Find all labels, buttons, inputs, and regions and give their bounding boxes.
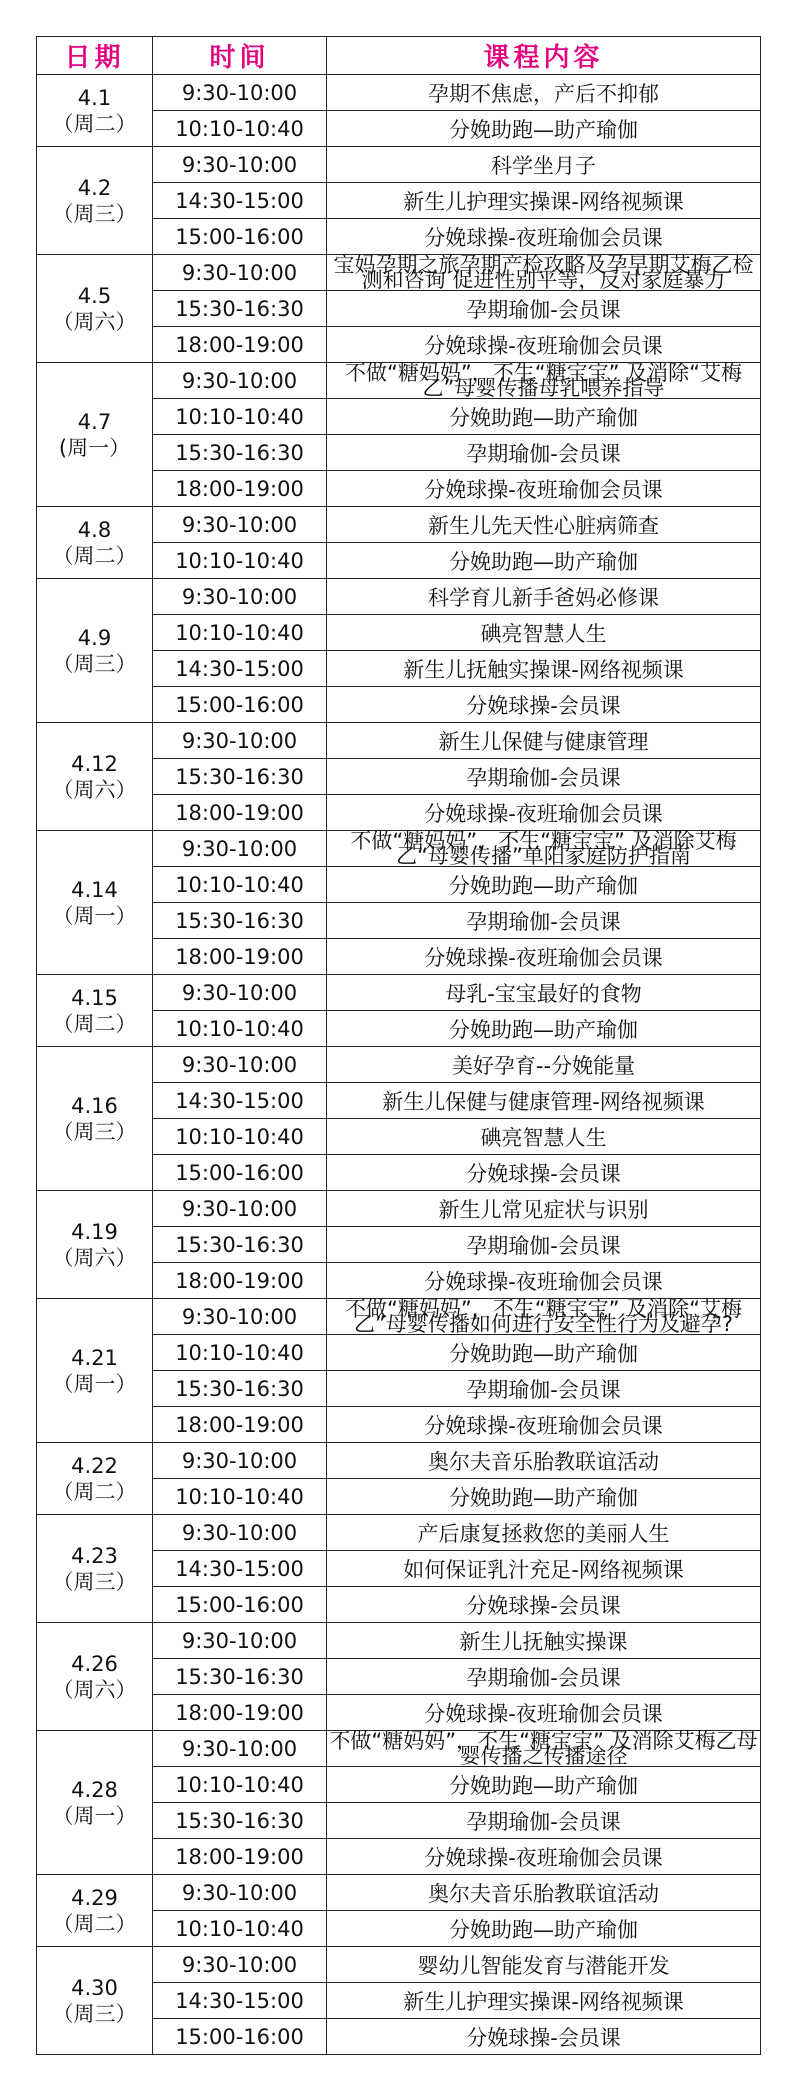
time-cell: 15:30-16:30 [153, 1659, 327, 1695]
course-cell: 不做“糖妈妈”，不生“糖宝宝” 及消除艾梅乙母婴传播之传播途径 [327, 1731, 761, 1767]
time-cell: 10:10-10:40 [153, 1911, 327, 1947]
time-cell: 15:00-16:00 [153, 1587, 327, 1623]
course-cell: 孕期瑜伽-会员课 [327, 1659, 761, 1695]
time-cell: 9:30-10:00 [153, 1191, 327, 1227]
table-row [37, 975, 761, 1011]
time-cell: 9:30-10:00 [153, 255, 327, 291]
course-cell: 分娩球操-夜班瑜伽会员课 [327, 795, 761, 831]
time-cell: 9:30-10:00 [153, 1443, 327, 1479]
course-cell: 不做“糖妈妈”，不生“糖宝宝” 及消除“艾梅乙”母婴传播母乳喂养指导 [327, 363, 761, 399]
time-cell: 10:10-10:40 [153, 1767, 327, 1803]
course-cell: 新生儿护理实操课-网络视频课 [327, 183, 761, 219]
course-cell: 分娩助跑—助产瑜伽 [327, 1479, 761, 1515]
time-cell: 18:00-19:00 [153, 471, 327, 507]
course-cell: 分娩助跑—助产瑜伽 [327, 399, 761, 435]
time-cell: 15:00-16:00 [153, 687, 327, 723]
course-cell: 新生儿常见症状与识别 [327, 1191, 761, 1227]
time-cell: 9:30-10:00 [153, 1623, 327, 1659]
time-cell: 14:30-15:00 [153, 651, 327, 687]
course-cell: 母乳-宝宝最好的食物 [327, 975, 761, 1011]
time-cell: 10:10-10:40 [153, 1335, 327, 1371]
time-cell: 10:10-10:40 [153, 111, 327, 147]
course-cell: 如何保证乳汁充足-网络视频课 [327, 1551, 761, 1587]
table-row [37, 255, 761, 291]
header-date: 日期 [37, 37, 153, 75]
time-cell: 10:10-10:40 [153, 615, 327, 651]
course-cell: 新生儿抚触实操课-网络视频课 [327, 651, 761, 687]
time-cell: 15:30-16:30 [153, 291, 327, 327]
date-cell [37, 1623, 153, 1731]
time-cell: 18:00-19:00 [153, 1839, 327, 1875]
time-cell: 9:30-10:00 [153, 1731, 327, 1767]
date-label: 4.5 [77, 283, 112, 308]
time-cell: 14:30-15:00 [153, 1551, 327, 1587]
course-cell: 科学坐月子 [327, 147, 761, 183]
table-row [37, 507, 761, 543]
course-cell: 不做“糖妈妈”，不生“糖宝宝” 及消除艾梅乙“母婴传播”单阳家庭防护指南 [327, 831, 761, 867]
date-cell [37, 507, 153, 579]
course-cell: 碘亮智慧人生 [327, 1119, 761, 1155]
date-label: 4.2 [77, 175, 112, 200]
course-cell: 不做“糖妈妈”，不生“糖宝宝” 及消除“艾梅乙”母婴传播如何进行安全性行为及避孕? [327, 1299, 761, 1335]
table-row [37, 1947, 761, 1983]
date-label: 4.23 [71, 1543, 118, 1568]
time-cell: 10:10-10:40 [153, 867, 327, 903]
weekday-label: （周一） [52, 1803, 137, 1828]
weekday-label: （周二） [52, 111, 137, 136]
time-cell: 10:10-10:40 [153, 1479, 327, 1515]
course-cell: 孕期不焦虑，产后不抑郁 [327, 75, 761, 111]
time-cell: 10:10-10:40 [153, 1011, 327, 1047]
course-cell: 分娩球操-夜班瑜伽会员课 [327, 939, 761, 975]
course-cell: 孕期瑜伽-会员课 [327, 759, 761, 795]
time-cell: 18:00-19:00 [153, 939, 327, 975]
date-label: 4.22 [71, 1453, 118, 1478]
date-cell [37, 1947, 153, 2055]
date-cell [37, 1875, 153, 1947]
course-cell: 孕期瑜伽-会员课 [327, 1227, 761, 1263]
weekday-label: （周六） [52, 777, 137, 802]
time-cell: 18:00-19:00 [153, 327, 327, 363]
time-cell: 9:30-10:00 [153, 975, 327, 1011]
time-cell: 15:00-16:00 [153, 219, 327, 255]
date-cell [37, 1047, 153, 1191]
time-cell: 15:30-16:30 [153, 1371, 327, 1407]
time-cell: 9:30-10:00 [153, 1047, 327, 1083]
time-cell: 9:30-10:00 [153, 75, 327, 111]
date-label: 4.19 [71, 1219, 118, 1244]
header-row [37, 37, 761, 75]
table-row [37, 1299, 761, 1335]
weekday-label: （周二） [52, 1011, 137, 1036]
date-cell [37, 1191, 153, 1299]
course-cell: 新生儿保健与健康管理 [327, 723, 761, 759]
course-cell: 分娩球操-夜班瑜伽会员课 [327, 1839, 761, 1875]
time-cell: 10:10-10:40 [153, 1119, 327, 1155]
course-cell: 奥尔夫音乐胎教联谊活动 [327, 1875, 761, 1911]
weekday-label: （周一） [52, 903, 137, 928]
course-cell: 新生儿保健与健康管理-网络视频课 [327, 1083, 761, 1119]
table-row [37, 831, 761, 867]
course-cell: 婴幼儿智能发育与潜能开发 [327, 1947, 761, 1983]
date-label: 4.9 [77, 625, 112, 650]
course-cell: 孕期瑜伽-会员课 [327, 1371, 761, 1407]
date-label: 4.30 [71, 1975, 118, 2000]
course-cell: 分娩助跑—助产瑜伽 [327, 1767, 761, 1803]
course-cell: 新生儿先天性心脏病筛查 [327, 507, 761, 543]
course-cell: 科学育儿新手爸妈必修课 [327, 579, 761, 615]
weekday-label: （周二） [52, 1911, 137, 1936]
time-cell: 14:30-15:00 [153, 1083, 327, 1119]
date-label: 4.1 [77, 85, 112, 110]
table-row [37, 1515, 761, 1551]
course-cell: 分娩球操-会员课 [327, 1587, 761, 1623]
table-row [37, 1875, 761, 1911]
course-cell: 分娩助跑—助产瑜伽 [327, 1335, 761, 1371]
course-cell: 新生儿抚触实操课 [327, 1623, 761, 1659]
date-cell [37, 1515, 153, 1623]
course-cell: 分娩球操-会员课 [327, 1155, 761, 1191]
weekday-label: （周三） [52, 201, 137, 226]
time-cell: 18:00-19:00 [153, 795, 327, 831]
time-cell: 9:30-10:00 [153, 1299, 327, 1335]
course-cell: 分娩球操-夜班瑜伽会员课 [327, 219, 761, 255]
table-row [37, 363, 761, 399]
time-cell: 9:30-10:00 [153, 363, 327, 399]
date-cell [37, 363, 153, 507]
weekday-label: （周二） [52, 1479, 137, 1504]
time-cell: 9:30-10:00 [153, 723, 327, 759]
course-cell: 孕期瑜伽-会员课 [327, 903, 761, 939]
date-cell [37, 1443, 153, 1515]
course-cell: 碘亮智慧人生 [327, 615, 761, 651]
weekday-label: （周六） [52, 1245, 137, 1270]
course-cell: 新生儿护理实操课-网络视频课 [327, 1983, 761, 2019]
weekday-label: （周二） [52, 543, 137, 568]
weekday-label: （周六） [52, 1677, 137, 1702]
weekday-label: （周三） [52, 2001, 137, 2026]
course-cell: 分娩球操-会员课 [327, 687, 761, 723]
time-cell: 15:30-16:30 [153, 1227, 327, 1263]
course-cell: 分娩助跑—助产瑜伽 [327, 1011, 761, 1047]
course-cell: 孕期瑜伽-会员课 [327, 435, 761, 471]
weekday-label: （周三） [52, 1119, 137, 1144]
date-cell [37, 723, 153, 831]
header-course: 课程内容 [327, 37, 761, 75]
table-row [37, 723, 761, 759]
course-cell: 分娩球操-夜班瑜伽会员课 [327, 327, 761, 363]
date-cell [37, 831, 153, 975]
time-cell: 18:00-19:00 [153, 1263, 327, 1299]
course-cell: 分娩助跑—助产瑜伽 [327, 867, 761, 903]
time-cell: 15:00-16:00 [153, 2019, 327, 2055]
time-cell: 14:30-15:00 [153, 1983, 327, 2019]
date-label: 4.21 [71, 1345, 118, 1370]
time-cell: 15:30-16:30 [153, 903, 327, 939]
time-cell: 10:10-10:40 [153, 543, 327, 579]
time-cell: 9:30-10:00 [153, 507, 327, 543]
date-label: 4.8 [77, 517, 112, 542]
course-cell: 宝妈孕期之旅孕期产检攻略及孕早期艾梅乙检测和咨询 促进性别平等，反对家庭暴力 [327, 255, 761, 291]
course-cell: 孕期瑜伽-会员课 [327, 1803, 761, 1839]
time-cell: 15:00-16:00 [153, 1155, 327, 1191]
time-cell: 14:30-15:00 [153, 183, 327, 219]
date-cell [37, 1299, 153, 1443]
course-cell: 分娩助跑—助产瑜伽 [327, 543, 761, 579]
date-label: 4.28 [71, 1777, 118, 1802]
time-cell: 15:30-16:30 [153, 759, 327, 795]
table-row [37, 75, 761, 111]
course-cell: 美好孕育--分娩能量 [327, 1047, 761, 1083]
date-label: 4.12 [71, 751, 118, 776]
date-label: 4.15 [71, 985, 118, 1010]
date-label: 4.26 [71, 1651, 118, 1676]
weekday-label: （周六） [52, 309, 137, 334]
table-row [37, 147, 761, 183]
date-cell [37, 975, 153, 1047]
course-cell: 分娩球操-会员课 [327, 2019, 761, 2055]
course-cell: 孕期瑜伽-会员课 [327, 291, 761, 327]
course-cell: 分娩助跑—助产瑜伽 [327, 111, 761, 147]
table-row [37, 1191, 761, 1227]
date-label: 4.29 [71, 1885, 118, 1910]
course-cell: 分娩球操-夜班瑜伽会员课 [327, 1695, 761, 1731]
course-cell: 产后康复拯救您的美丽人生 [327, 1515, 761, 1551]
date-cell [37, 579, 153, 723]
time-cell: 18:00-19:00 [153, 1407, 327, 1443]
time-cell: 9:30-10:00 [153, 1875, 327, 1911]
time-cell: 9:30-10:00 [153, 579, 327, 615]
time-cell: 10:10-10:40 [153, 399, 327, 435]
table-row [37, 579, 761, 615]
weekday-label: （周三） [52, 651, 137, 676]
date-label: 4.16 [71, 1093, 118, 1118]
date-cell [37, 1731, 153, 1875]
header-time: 时间 [153, 37, 327, 75]
time-cell: 9:30-10:00 [153, 1947, 327, 1983]
table-row [37, 1443, 761, 1479]
time-cell: 9:30-10:00 [153, 147, 327, 183]
date-label: 4.7 [77, 409, 112, 434]
table-row [37, 1623, 761, 1659]
weekday-label: （周一） [52, 1371, 137, 1396]
date-cell [37, 255, 153, 363]
weekday-label: (周一） [58, 435, 131, 460]
course-cell: 分娩球操-夜班瑜伽会员课 [327, 471, 761, 507]
time-cell: 9:30-10:00 [153, 831, 327, 867]
date-label: 4.14 [71, 877, 118, 902]
course-cell: 分娩球操-夜班瑜伽会员课 [327, 1263, 761, 1299]
course-cell: 奥尔夫音乐胎教联谊活动 [327, 1443, 761, 1479]
time-cell: 15:30-16:30 [153, 1803, 327, 1839]
table-row [37, 1731, 761, 1767]
course-cell: 分娩球操-夜班瑜伽会员课 [327, 1407, 761, 1443]
schedule-body [37, 75, 761, 2055]
table-row [37, 1047, 761, 1083]
weekday-label: （周三） [52, 1569, 137, 1594]
schedule-table [36, 36, 761, 2055]
date-cell [37, 147, 153, 255]
time-cell: 15:30-16:30 [153, 435, 327, 471]
course-cell: 分娩助跑—助产瑜伽 [327, 1911, 761, 1947]
time-cell: 18:00-19:00 [153, 1695, 327, 1731]
time-cell: 9:30-10:00 [153, 1515, 327, 1551]
date-cell [37, 75, 153, 147]
